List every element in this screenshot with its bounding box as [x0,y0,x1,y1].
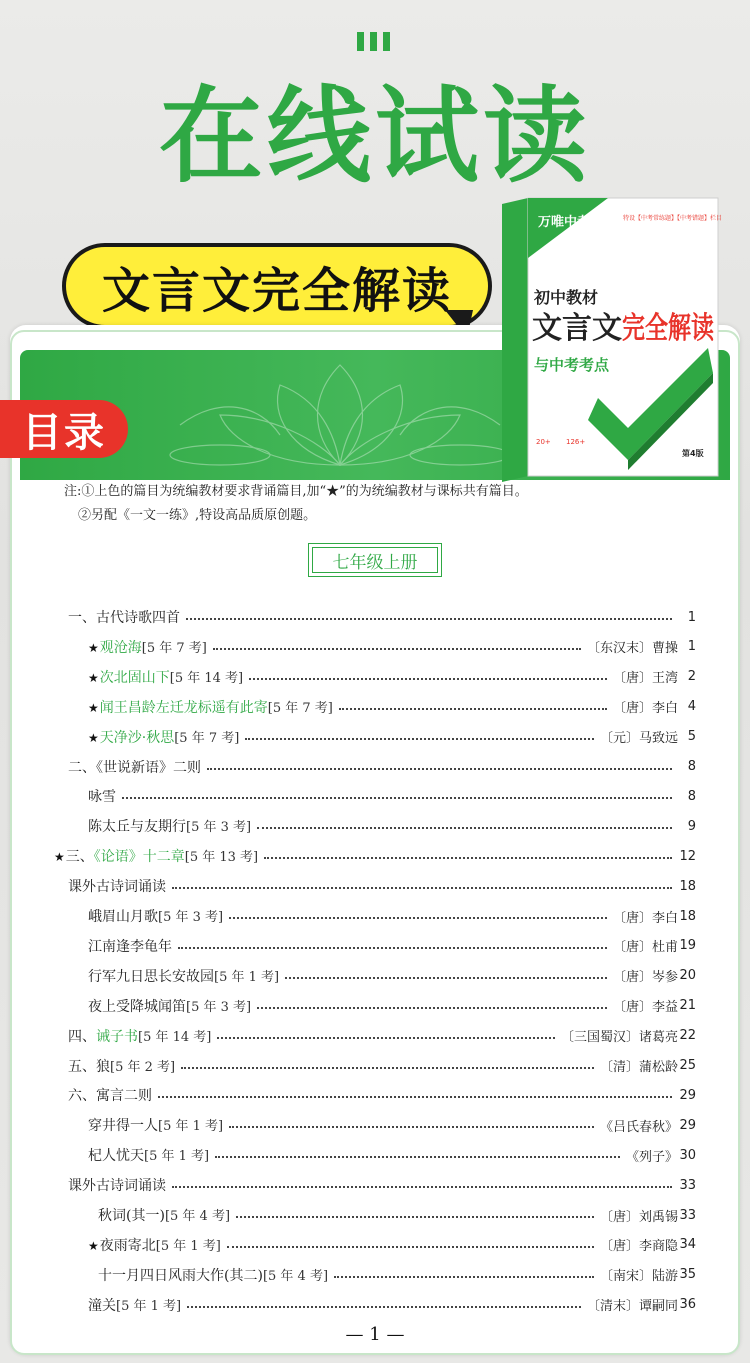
exam-frequency-tag: [5 年 14 考] [169,670,244,686]
toc-entry-text: 二、《世说新语》二则 [68,759,201,776]
toc-entry-text: 峨眉山月歌 [88,909,158,925]
dot-leader [257,1007,607,1009]
exam-frequency-tag: [5 年 4 考] [164,1209,231,1224]
toc-entry-highlight: 诫子书 [96,1028,138,1045]
toc-entry-author: 〔唐〕李益 [612,1000,678,1016]
toc-entry-text: 课外古诗词诵读 [68,879,166,896]
page-number: — 1 — [345,1324,405,1345]
grade-text: 七年级上册 [332,552,418,573]
exam-frequency-tag: [5 年 1 考] [144,1149,210,1165]
toc-entry-text: 咏雪 [88,789,116,806]
star-icon: ★ [88,700,99,715]
toc-entry-highlight: 观沧海 [99,639,142,656]
dot-leader [217,1037,555,1039]
exam-frequency-tag: [5 年 3 考] [186,820,252,836]
toc-entry-author: 〔唐〕王湾 [612,671,678,687]
dot-leader [207,768,672,770]
toc-entry[interactable] [60,694,696,720]
exam-frequency-tag: [5 年 3 考] [186,999,252,1015]
star-icon: ★ [88,670,99,685]
toc-entry[interactable] [60,604,696,630]
star-icon: ★ [88,640,99,655]
toc-entry-title [68,757,201,777]
exam-frequency-tag: [5 年 13 考] [184,850,259,866]
toc-entry-title [88,786,116,806]
exam-frequency-tag: [5 年 7 考] [267,700,333,716]
toc-entry-author: 〔东汉末〕曹操 [586,641,678,657]
toc-entry-highlight: 闻王昌龄左迁龙标遥有此寄 [99,699,268,716]
book-cover-image [488,198,723,482]
book-brand: 万唯中考 [538,215,591,230]
exam-frequency-tag: [5 年 7 考] [174,730,240,746]
book-corner-note: 特设【中考常练题】【中考错题】栏目 [623,215,723,222]
note-line-2: ②另配《一文一练》,特设高品质原创题。 [78,508,317,523]
toc-entry-page: 29 [679,1087,696,1103]
toc-entry-highlight: 天净沙·秋思 [99,729,175,746]
toc-entry-page: 8 [687,788,696,804]
star-icon: ★ [88,730,99,745]
toc-entry-page: 9 [687,818,696,834]
toc-entry-author: 〔唐〕李白 [612,701,678,717]
toc-entry[interactable] [60,903,696,929]
book-subtitle: 与中考考点 [534,356,610,374]
toc-entry[interactable] [60,1082,696,1108]
book-badge-2: 126+ [566,438,586,446]
lotus-decoration-icon [160,355,520,475]
toc-entry[interactable] [60,1172,696,1198]
toc-entry-title [68,1026,211,1046]
toc-entry-title [88,906,223,926]
toc-entry-text: 杞人忧天 [88,1148,144,1165]
toc-entry-page: 29 [679,1117,696,1133]
toc-entry-page: 4 [687,699,696,715]
dot-leader [181,1067,594,1069]
toc-entry[interactable] [60,754,696,780]
toc-entry-author: 〔唐〕李白 [612,910,678,926]
dot-leader [215,1156,620,1158]
toc-entry[interactable] [60,664,696,690]
toc-entry[interactable] [60,813,696,839]
note-line-1: 注:①上色的篇目为统编教材要求背诵篇目,加“★”的为统编教材与课标共有篇目。 [64,484,528,499]
toc-entry-text: 课外古诗词诵读 [68,1178,166,1195]
book-title-a: 文言文 [532,311,622,346]
toc-entry-highlight: 《论语》十二章 [93,849,185,866]
toc-entry-page: 8 [687,759,696,774]
toc-entry-title [68,1175,166,1195]
exam-frequency-tag: [5 年 7 考] [141,640,207,656]
dot-leader [334,1276,594,1278]
toc-entry-page: 2 [687,669,696,685]
toc-entry-page: 22 [679,1028,696,1044]
toc-entry-title [88,1235,221,1255]
toc-entry-text: 三、 [65,849,94,866]
toc-entry[interactable] [60,933,696,959]
toc-entry-title [88,667,243,687]
section-tab-contents: 目录 [0,400,128,458]
dot-leader [172,887,672,889]
toc-entry-title [68,1085,152,1105]
toc-entry-author: 〔唐〕岑参 [612,970,678,986]
toc-entry-page: 18 [679,908,696,924]
top-decoration [357,32,390,51]
toc-entry-author: 〔唐〕杜甫 [612,940,678,956]
toc-entry[interactable] [60,1023,696,1049]
toc-entry[interactable] [60,1292,696,1318]
toc-entry-title [88,1145,209,1165]
toc-entry[interactable] [60,873,696,899]
toc-entry-page: 33 [679,1207,696,1223]
exam-frequency-tag: [5 年 1 考] [155,1238,221,1254]
toc-entry-text: 五、狼 [68,1058,110,1075]
book-edition: 第4版 [682,449,704,458]
toc-entry-page: 19 [679,938,696,954]
toc-entry-author: 〔唐〕刘禹锡 [599,1209,678,1225]
toc-entry-author: 〔南宋〕陆游 [599,1269,678,1285]
toc-entry-author: 〔清〕蒲松龄 [599,1060,678,1075]
star-icon: ★ [54,850,65,865]
toc-entry[interactable] [60,1053,696,1079]
toc-entry-page: 35 [679,1267,696,1283]
toc-entry-title [88,966,279,986]
toc-entry-text: 四、 [68,1028,96,1045]
toc-entry[interactable] [60,724,696,750]
toc-entry[interactable] [54,843,696,869]
subtitle-bubble: 文言文完全解读 [62,243,492,329]
book-badge-1: 20+ [536,438,551,446]
toc-entry[interactable] [60,1262,696,1288]
page-title: 在线试读 [158,75,591,197]
dot-leader [227,1246,594,1248]
notes [64,480,528,528]
toc-entry-text: 夜雨寄北 [99,1237,156,1254]
toc-entry[interactable] [60,634,696,660]
toc-entry-text: 潼关 [88,1297,116,1314]
toc-entry[interactable] [60,963,696,989]
dot-leader [178,947,607,949]
dot-leader [229,1126,594,1128]
toc-entry-title [88,936,172,956]
toc-entry-page: 5 [687,729,696,745]
exam-frequency-tag: [5 年 3 考] [158,910,224,925]
dot-leader [186,618,672,620]
toc-entry-author: 〔唐〕李商隐 [599,1239,678,1255]
toc-entry-title [98,1205,230,1225]
dot-leader [236,1216,594,1218]
toc-entry-author: 〔元〕马致远 [599,731,678,747]
toc-entry-text: 行军九日思长安故园 [88,968,214,985]
toc-entry-text: 江南逢李龟年 [88,938,172,955]
dot-leader [158,1096,672,1098]
toc-entry-text: 十一月四日风雨大作(其二) [98,1267,263,1284]
toc-entry-title [88,816,251,836]
toc-entry-page: 21 [679,998,696,1014]
toc-entry-title [68,607,180,627]
dot-leader [264,857,672,859]
toc-entry-title [68,876,166,896]
dot-leader [249,678,607,680]
toc-entry-page: 34 [679,1237,696,1253]
toc-entry-title [88,996,251,1016]
grade-label [308,543,442,577]
toc-entry-author: 〔清末〕谭嗣同 [586,1299,678,1315]
toc-entry-highlight: 次北固山下 [99,669,170,686]
exam-frequency-tag: [5 年 4 考] [262,1268,329,1284]
toc-entry-title [54,846,258,866]
toc-entry-page: 36 [679,1297,696,1313]
dot-leader [187,1306,581,1308]
book-top-line: 初中教材 [534,288,599,307]
dot-leader [339,708,607,710]
toc-entry-page: 20 [679,968,696,984]
dot-leader [245,738,594,740]
toc-entry-text: 夜上受降城闻笛 [88,998,186,1015]
toc-entry[interactable] [60,1142,696,1168]
toc-entry-page: 18 [679,878,696,894]
toc-entry[interactable] [60,1112,696,1138]
dot-leader [229,917,607,919]
toc-entry-page: 1 [687,609,696,625]
dot-leader [285,977,607,979]
dot-leader [122,797,672,799]
toc-entry-title [88,1115,223,1135]
star-icon: ★ [88,1238,99,1253]
toc-entry-author: 〔三国蜀汉〕诸葛亮 [560,1030,678,1046]
toc-entry[interactable] [60,1202,696,1228]
toc-entry-text: 陈太丘与友期行 [88,819,186,836]
toc-entry-text: 秋词(其一) [98,1208,165,1224]
book-title-b: 完全解读 [622,311,714,346]
toc-entry-title [98,1265,328,1285]
toc-entry-page: 30 [679,1147,696,1163]
toc-entry-text: 穿井得一人 [88,1118,158,1135]
toc-entry[interactable] [60,783,696,809]
toc-entry-title [88,637,207,657]
toc-entry-title [68,1056,175,1076]
exam-frequency-tag: [5 年 2 考] [110,1059,176,1075]
exam-frequency-tag: [5 年 1 考] [116,1298,182,1314]
toc-entry-text: 六、寓言二则 [68,1088,152,1105]
exam-frequency-tag: [5 年 14 考] [138,1029,212,1045]
dot-leader [172,1186,672,1188]
toc-entry[interactable] [60,993,696,1019]
toc-entry-page: 33 [679,1177,696,1193]
toc-entry[interactable] [60,1232,696,1258]
dot-leader [213,648,581,650]
toc-entry-author: 《吕氏春秋》 [599,1119,678,1135]
toc-entry-page: 1 [687,639,696,655]
dot-leader [257,827,672,829]
exam-frequency-tag: [5 年 1 考] [214,969,280,985]
toc-entry-title [88,697,333,717]
toc-entry-page: 12 [679,848,696,864]
toc-entry-text: 一、古代诗歌四首 [68,610,180,626]
toc-entry-page: 25 [679,1058,696,1073]
toc-entry-title [88,1295,181,1315]
toc-entry-title [88,727,239,747]
toc-entry-author: 《列子》 [625,1149,678,1165]
exam-frequency-tag: [5 年 1 考] [158,1119,224,1135]
